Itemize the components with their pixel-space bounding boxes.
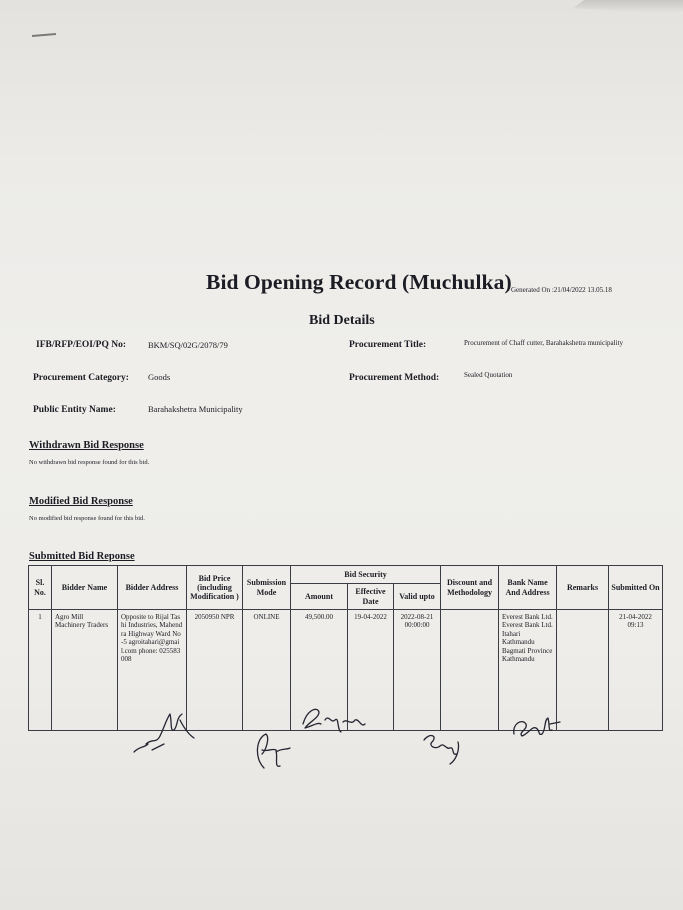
signature-1	[130, 700, 200, 760]
public-entity-label: Public Entity Name:	[33, 405, 116, 415]
header-submission-mode: Submission Mode	[243, 566, 291, 610]
header-amount: Amount	[291, 584, 348, 610]
withdrawn-heading: Withdrawn Bid Response	[29, 440, 144, 451]
modified-note: No modified bid response found for this bid.	[29, 515, 145, 522]
header-submitted-on: Submitted On	[609, 566, 663, 610]
procurement-title-label: Procurement Title:	[349, 340, 427, 350]
header-discount: Discount and Methodology	[441, 566, 499, 610]
cell-submitted-on: 21-04-2022 09:13	[609, 610, 663, 731]
procurement-method-label: Procurement Method:	[349, 373, 440, 383]
public-entity-value: Barahakshetra Municipality	[148, 404, 243, 414]
submitted-heading: Submitted Bid Reponse	[29, 551, 135, 562]
cell-submission-mode: ONLINE	[243, 610, 291, 731]
header-bid-security: Bid Security	[291, 566, 441, 584]
procurement-method-value: Sealed Quotation	[464, 371, 513, 379]
header-bank: Bank Name And Address	[499, 566, 557, 610]
cell-valid-upto: 2022-08-21 00:00:00	[394, 610, 441, 731]
cell-bid-price: 2050950 NPR	[187, 610, 243, 731]
paper-fold-mark	[32, 33, 56, 37]
header-remarks: Remarks	[557, 566, 609, 610]
signature-3	[295, 700, 370, 740]
header-sl-no: Sl. No.	[29, 566, 52, 610]
cell-bidder-address: Opposite to Rijal Tashi Industries, Mahendra Highway Ward No-5 agroitahari@gmail.com phone: 025583008	[118, 610, 187, 731]
cell-effective-date: 19-04-2022	[348, 610, 394, 731]
cell-sl-no: 1	[29, 610, 52, 731]
withdrawn-note: No withdrawn bid response found for this bid.	[29, 459, 150, 466]
cell-remarks	[557, 610, 609, 731]
cell-bank: Everest Bank Ltd. Everest Bank Ltd. Itahari Kathmandu Bagmati Province Kathmandu	[499, 610, 557, 731]
cell-discount	[441, 610, 499, 731]
header-bid-price: Bid Price (including Modification )	[187, 566, 243, 610]
procurement-category-value: Goods	[148, 372, 171, 382]
bid-details-heading: Bid Details	[309, 313, 375, 328]
cell-amount: 49,500.00	[291, 610, 348, 731]
ifb-label: IFB/RFP/EOI/PQ No:	[36, 340, 126, 350]
header-valid-upto: Valid upto	[394, 584, 441, 610]
signature-5	[508, 710, 563, 740]
modified-heading: Modified Bid Response	[29, 496, 133, 507]
paper-corner-curl	[573, 0, 683, 14]
header-bidder-name: Bidder Name	[52, 566, 118, 610]
ifb-value: BKM/SQ/02G/2078/79	[148, 340, 228, 350]
signature-2	[250, 728, 295, 773]
header-effective-date: Effective Date	[348, 584, 394, 610]
cell-bidder-name: Agro Mill Machinery Traders	[52, 610, 118, 731]
header-bidder-address: Bidder Address	[118, 566, 187, 610]
procurement-title-value: Procurement of Chaff cutter, Barahakshetra municipality	[464, 339, 623, 347]
document-title: Bid Opening Record (Muchulka)	[206, 270, 512, 294]
signature-4	[418, 728, 468, 768]
procurement-category-label: Procurement Category:	[33, 373, 129, 383]
generated-on: Generated On :21/04/2022 13.05.18	[511, 286, 612, 294]
